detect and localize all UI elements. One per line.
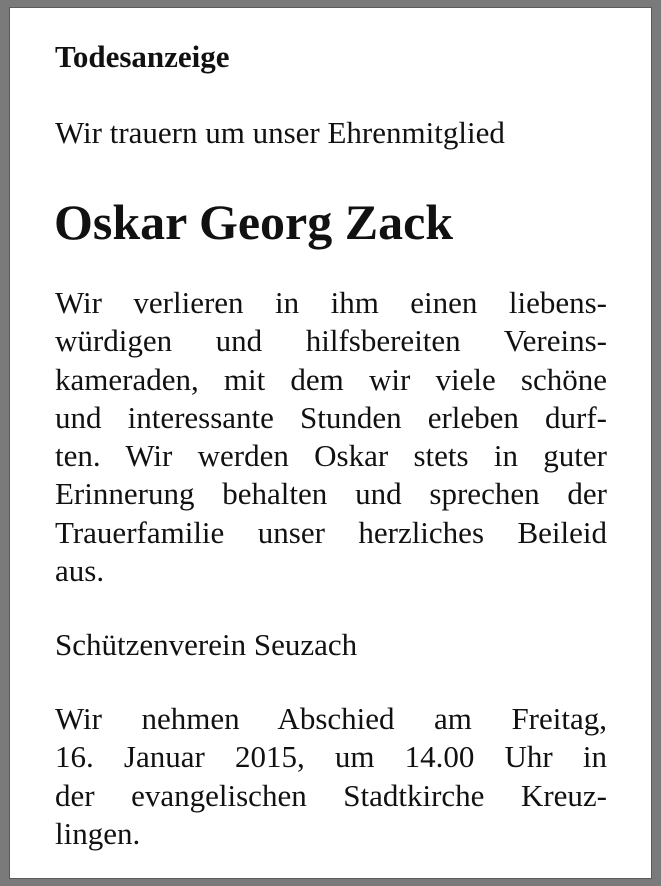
paragraph-line: Wir verlieren in ihm einen liebens- xyxy=(55,285,607,320)
notice-heading: Todesanzeige xyxy=(55,39,230,74)
paragraph-line: und interessante Stunden erleben durf- xyxy=(55,399,607,435)
paragraph-line: der evangelischen Stadtkirche Kreuz- xyxy=(55,777,607,813)
club-signature: Schützenverein Seuzach xyxy=(55,627,358,662)
deceased-name: Oskar Georg Zack xyxy=(54,194,454,250)
paragraph-line: aus. xyxy=(55,553,105,589)
farewell-paragraph xyxy=(55,700,607,853)
paragraph-line: würdigen und hilfsbereiten Vereins- xyxy=(55,323,607,359)
paragraph-line: lingen. xyxy=(55,815,141,851)
paragraph-line: ten. Wir werden Oskar stets in guter xyxy=(55,438,607,474)
paragraph-line: 16. Januar 2015, um 14.00 Uhr in xyxy=(55,739,607,775)
paragraph-line: Wir nehmen Abschied am Freitag, xyxy=(55,701,607,736)
paragraph-line: kameraden, mit dem wir viele schöne xyxy=(55,361,607,397)
paragraph-line: Erinnerung behalten und sprechen der xyxy=(55,476,607,512)
intro-line: Wir trauern um unser Ehrenmitglied xyxy=(55,115,505,150)
death-notice xyxy=(9,7,652,879)
paragraph-line: Trauerfamilie unser herzliches Beileid xyxy=(55,514,607,550)
condolence-paragraph xyxy=(55,284,607,590)
